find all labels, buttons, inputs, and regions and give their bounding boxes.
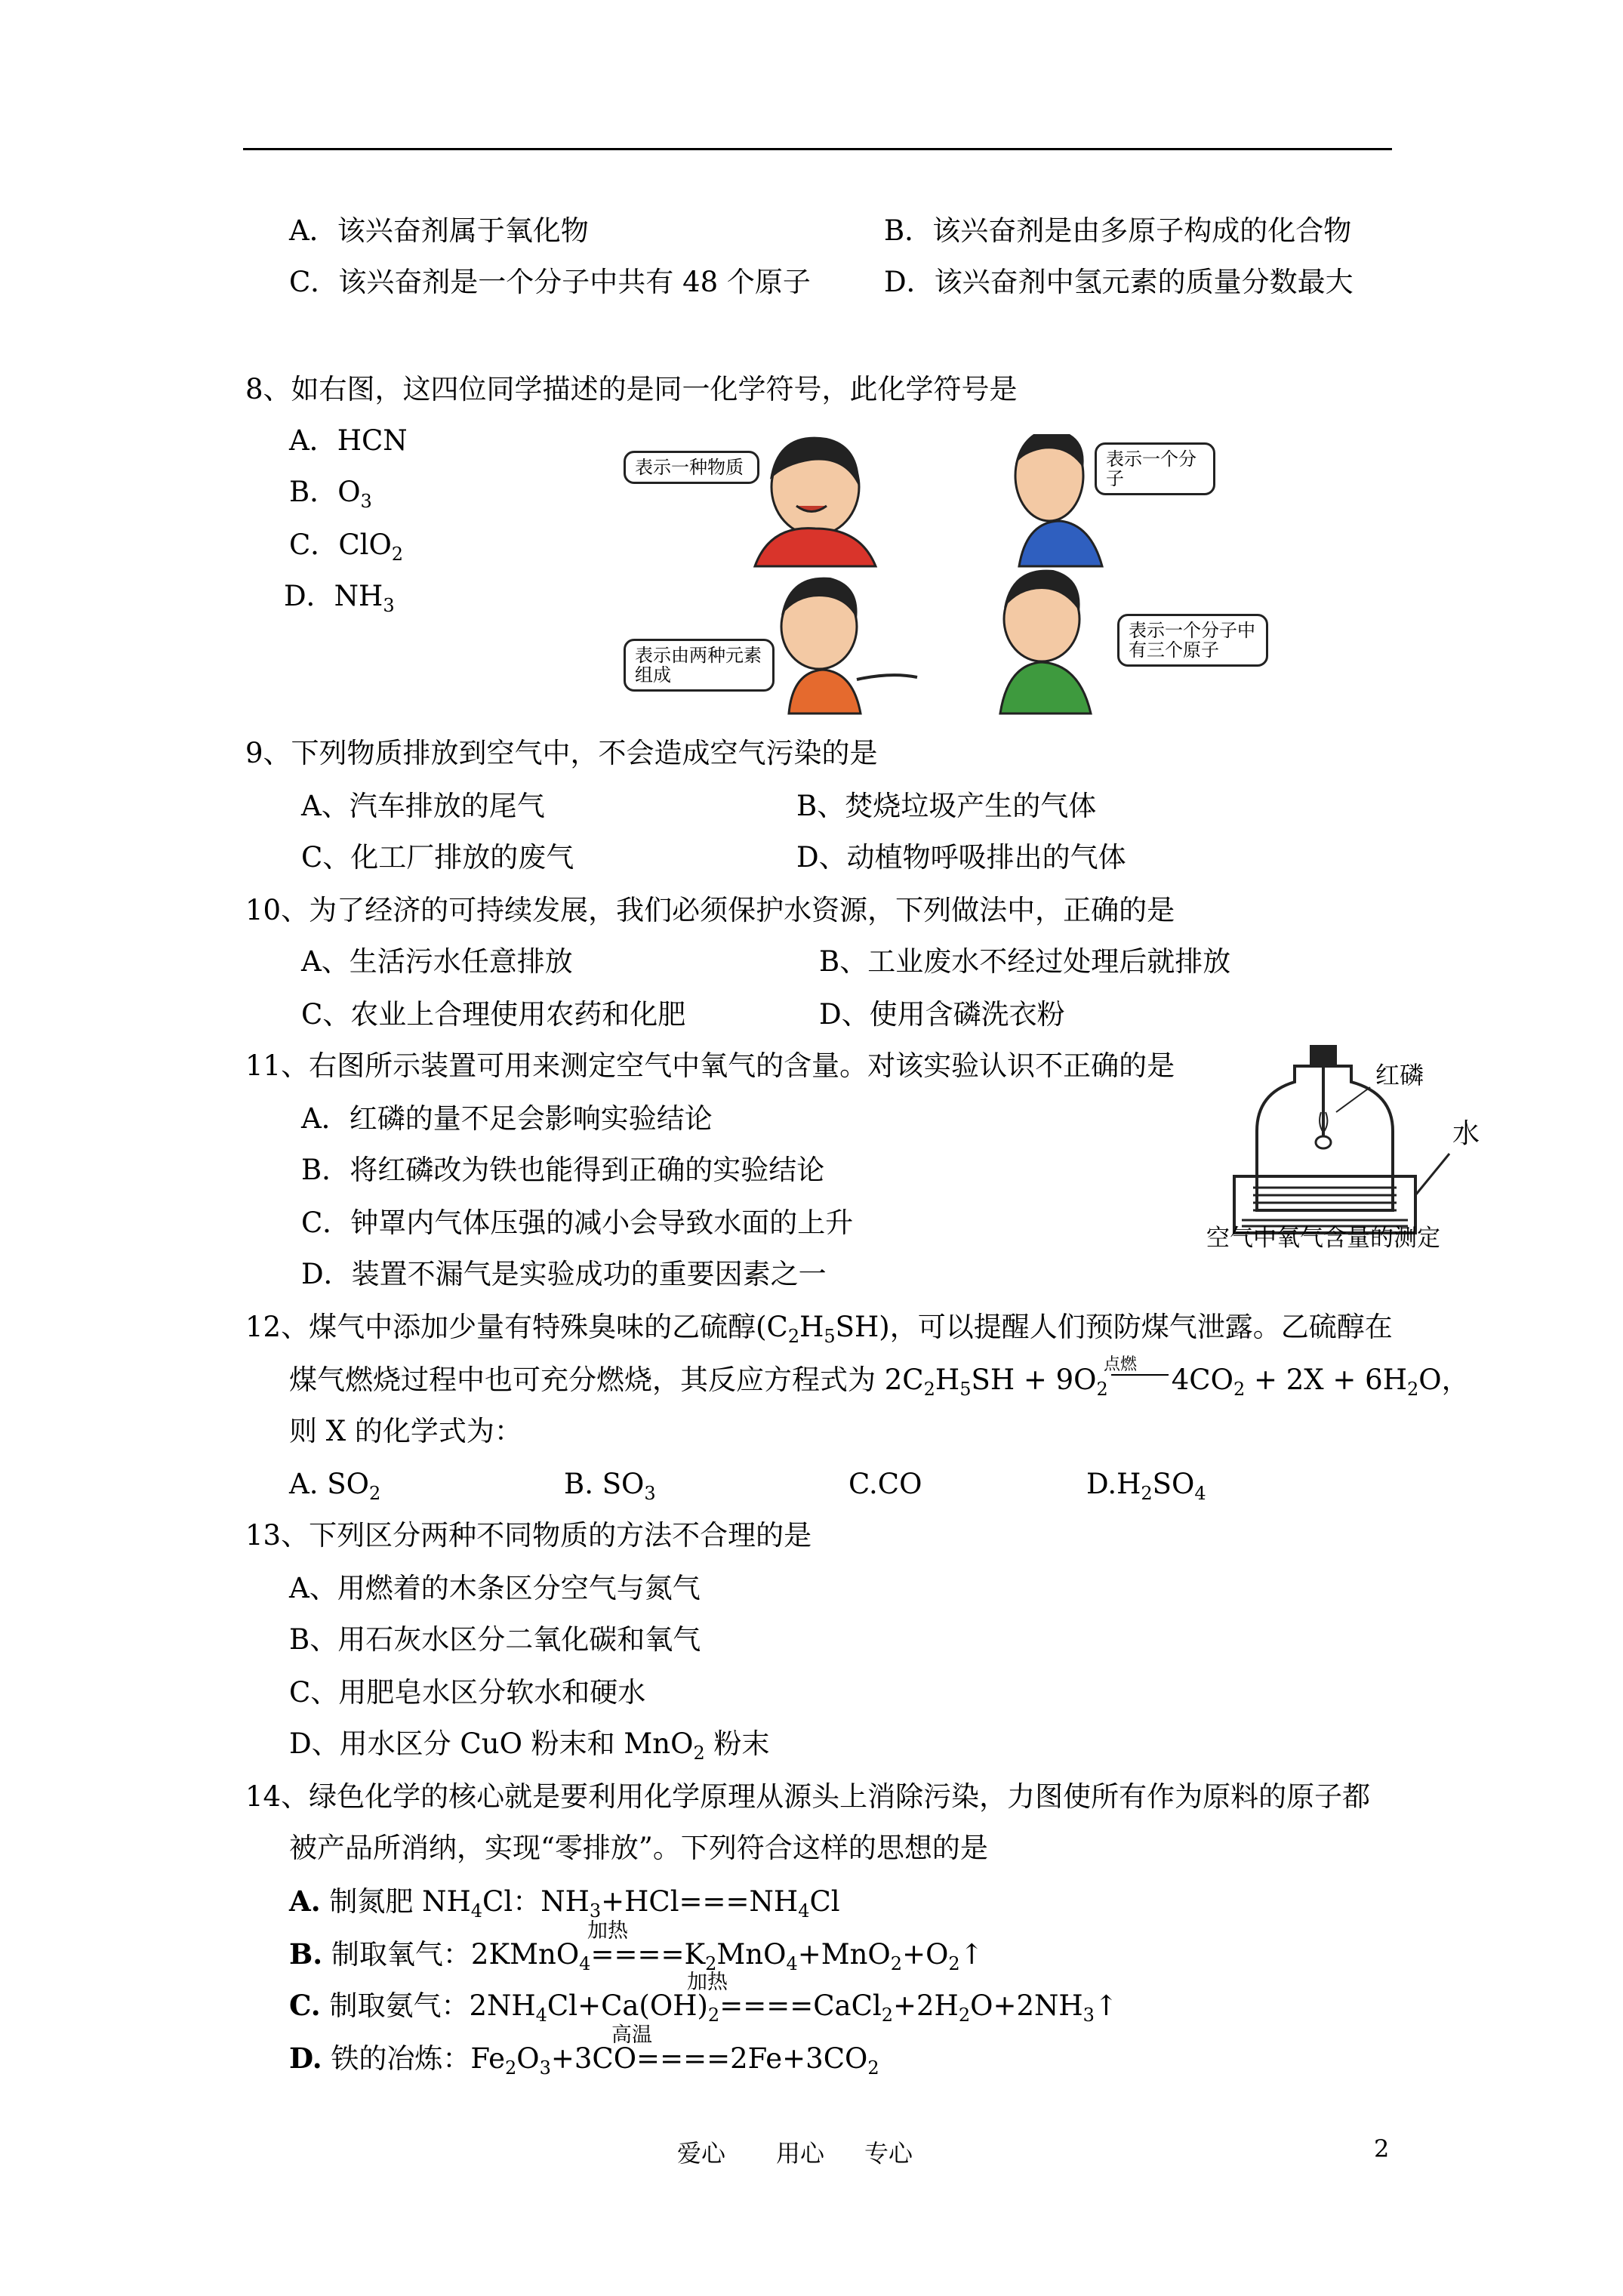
q13-option-d: D、用水区分 CuO 粉末和 MnO$_2$ 粉末	[289, 1727, 770, 1764]
q13-option-b: B、用石灰水区分二氧化碳和氧气	[289, 1623, 701, 1656]
footer-zhuanxin: 专心	[864, 2139, 913, 2168]
q14-line2: 被产品所消纳，实现“零排放”。下列符合这样的思想的是	[289, 1832, 988, 1864]
q12-line2: 煤气燃烧过程中也可充分燃烧，其反应方程式为 $2C_2H_5SH + 9O_2$ $4CO_2 + 2X + 6H_2O$，	[289, 1364, 1470, 1400]
q7-option-c: C．该兴奋剂是一个分子中共有 48 个原子	[289, 266, 811, 298]
student-2-illustration	[1015, 434, 1102, 566]
bubble-4: 表示一个分子中有三个原子	[1117, 614, 1268, 667]
q9-option-b: B、焚烧垃圾产生的气体	[796, 790, 1097, 822]
q13-option-c: C、用肥皂水区分软水和硬水	[289, 1676, 646, 1709]
q8-option-a: A．HCN	[289, 424, 408, 457]
q9-option-c: C、化工厂排放的废气	[301, 841, 574, 874]
q11-label-phosphorus: 红磷	[1375, 1061, 1424, 1089]
q14-condition-b: 加热	[587, 1919, 628, 1943]
q7-option-b: B．该兴奋剂是由多原子构成的化合物	[884, 214, 1352, 247]
q14-condition-d: 高温	[611, 2023, 652, 2047]
q11-figure-caption: 空气中氧气含量的测定	[1206, 1225, 1440, 1252]
q12-line3: 则 X 的化学式为：	[289, 1415, 522, 1447]
q14-option-c: C. 制取氨气：$2NH_4Cl+Ca(OH)_2====CaCl_2+2H_2O+2NH_3↑$	[289, 1989, 1118, 2026]
q12-condition: 点燃	[1104, 1355, 1138, 1374]
q12-option-a: A. $SO_2$	[289, 1468, 381, 1504]
q10-option-d: D、使用含磷洗衣粉	[819, 998, 1065, 1031]
q10-option-a: A、生活污水任意排放	[301, 945, 573, 978]
q10-option-b: B、工业废水不经过处理后就排放	[819, 945, 1231, 978]
student-4-illustration	[1000, 570, 1091, 713]
q14-option-b: B. 制取氧气：$2KMnO_4====K_2MnO_4+MnO_2+O_2↑$	[289, 1937, 984, 1974]
q8-option-c: C．ClO$_2$	[289, 529, 404, 565]
bubble-3: 表示由两种元素组成	[624, 639, 775, 692]
q11-apparatus-figure	[1223, 1040, 1472, 1237]
q14-condition-c: 加热	[687, 1971, 728, 1994]
q7-option-d: D．该兴奋剂中氢元素的质量分数最大	[884, 266, 1354, 298]
q8-option-d: D．$NH_3$	[284, 580, 395, 616]
q13-stem: 13、下列区分两种不同物质的方法不合理的是	[245, 1519, 812, 1552]
q14-option-a: A. 制氮肥 $NH_4Cl$：$NH_3+HCl===NH_4Cl$	[289, 1885, 840, 1922]
q10-option-c: C、农业上合理使用农药和化肥	[301, 998, 686, 1031]
q14-line1: 14、绿色化学的核心就是要利用化学原理从源头上消除污染，力图使所有作为原料的原子都	[245, 1780, 1371, 1813]
q12-option-c: C.CO	[848, 1468, 922, 1500]
q10-stem: 10、为了经济的可持续发展，我们必须保护水资源，下列做法中，正确的是	[245, 894, 1175, 926]
bubble-2: 表示一个分子	[1095, 442, 1215, 495]
bubble-1: 表示一种物质	[624, 451, 759, 484]
q9-option-d: D、动植物呼吸排出的气体	[796, 841, 1126, 874]
q13-option-a: A、用燃着的木条区分空气与氮气	[289, 1572, 701, 1604]
q14-option-d: D. 铁的冶炼：$Fe_2O_3+3CO====2Fe+3CO_2$	[289, 2042, 879, 2079]
page-number: 2	[1374, 2134, 1390, 2163]
q11-stem: 11、右图所示装置可用来测定空气中氧气的含量。对该实验认识不正确的是	[245, 1049, 1175, 1082]
q12-option-d: $D.H_2SO_4$	[1086, 1468, 1206, 1504]
q9-option-a: A、汽车排放的尾气	[301, 790, 545, 822]
footer-aixin: 爱心	[677, 2139, 726, 2168]
q9-stem: 9、下列物质排放到空气中，不会造成空气污染的是	[245, 737, 878, 769]
q11-label-water: 水	[1452, 1118, 1480, 1149]
q8-stem: 8、如右图，这四位同学描述的是同一化学符号，此化学符号是	[245, 373, 1018, 405]
footer-yongxin: 用心	[776, 2139, 825, 2168]
q12-option-b: B. $SO_3$	[564, 1468, 656, 1504]
q8-option-b: B．$O_3$	[289, 476, 372, 512]
q11-option-a: A．红磷的量不足会影响实验结论	[301, 1102, 713, 1135]
student-3-illustration	[781, 578, 917, 713]
q12-line1: 12、煤气中添加少量有特殊臭味的乙硫醇$(C_2H_5SH)$，可以提醒人们预防煤气泄露。乙硫醇在	[245, 1311, 1393, 1347]
q11-option-d: D．装置不漏气是实验成功的重要因素之一	[301, 1258, 827, 1290]
q11-option-c: C．钟罩内气体压强的减小会导致水面的上升	[301, 1207, 854, 1239]
header-rule	[243, 148, 1392, 150]
q11-option-b: B．将红磷改为铁也能得到正确的实验结论	[301, 1154, 825, 1186]
student-1-illustration	[755, 437, 876, 566]
q7-option-a: A．该兴奋剂属于氧化物	[289, 214, 589, 247]
